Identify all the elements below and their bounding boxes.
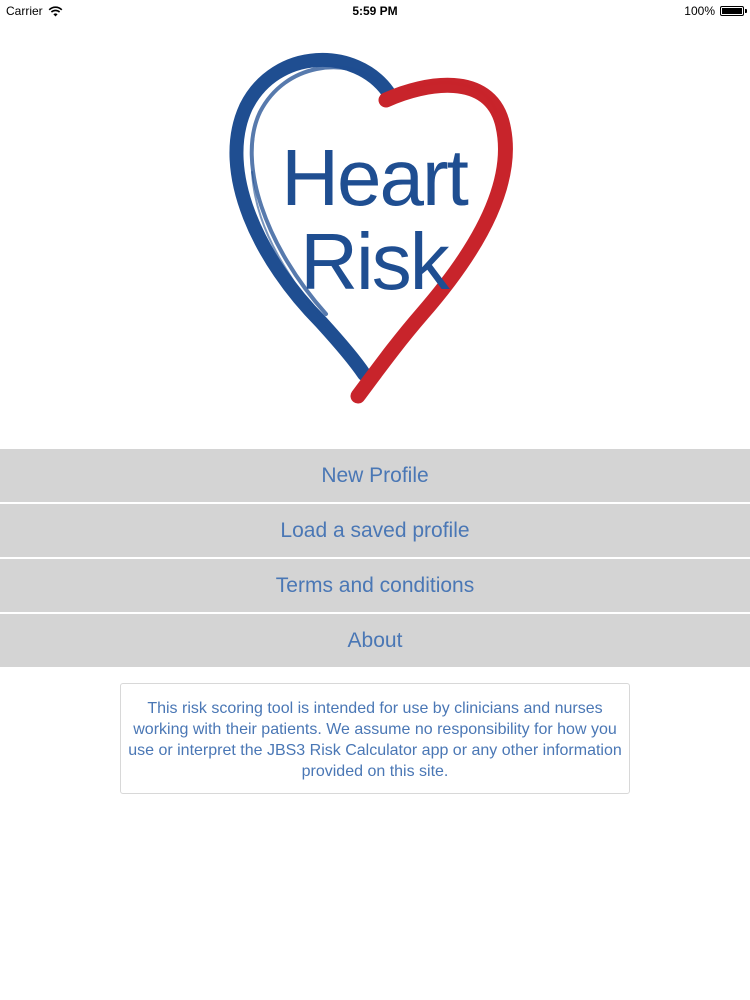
carrier-label: Carrier <box>6 4 43 18</box>
status-time: 5:59 PM <box>352 4 398 18</box>
disclaimer-text: This risk scoring tool is intended for use by clinicians and nurses working with their patients. We assume no responsibility for how you use or interpret the JBS3 Risk Calculator app or any other information provided on this site. <box>128 700 622 780</box>
status-right <box>684 4 744 18</box>
new-profile-button[interactable]: New Profile <box>0 449 750 502</box>
status-bar <box>0 0 750 22</box>
about-button[interactable]: About <box>0 614 750 667</box>
main-menu <box>0 449 750 669</box>
logo-word-risk: Risk <box>300 217 448 306</box>
battery-icon <box>720 6 744 16</box>
disclaimer-box <box>120 683 630 794</box>
heart-risk-logo <box>226 52 522 412</box>
terms-and-conditions-button[interactable]: Terms and conditions <box>0 559 750 612</box>
battery-fill <box>722 8 742 14</box>
logo-word-heart: Heart <box>281 133 467 222</box>
battery-percent: 100% <box>684 4 715 18</box>
load-saved-profile-button[interactable]: Load a saved profile <box>0 504 750 557</box>
